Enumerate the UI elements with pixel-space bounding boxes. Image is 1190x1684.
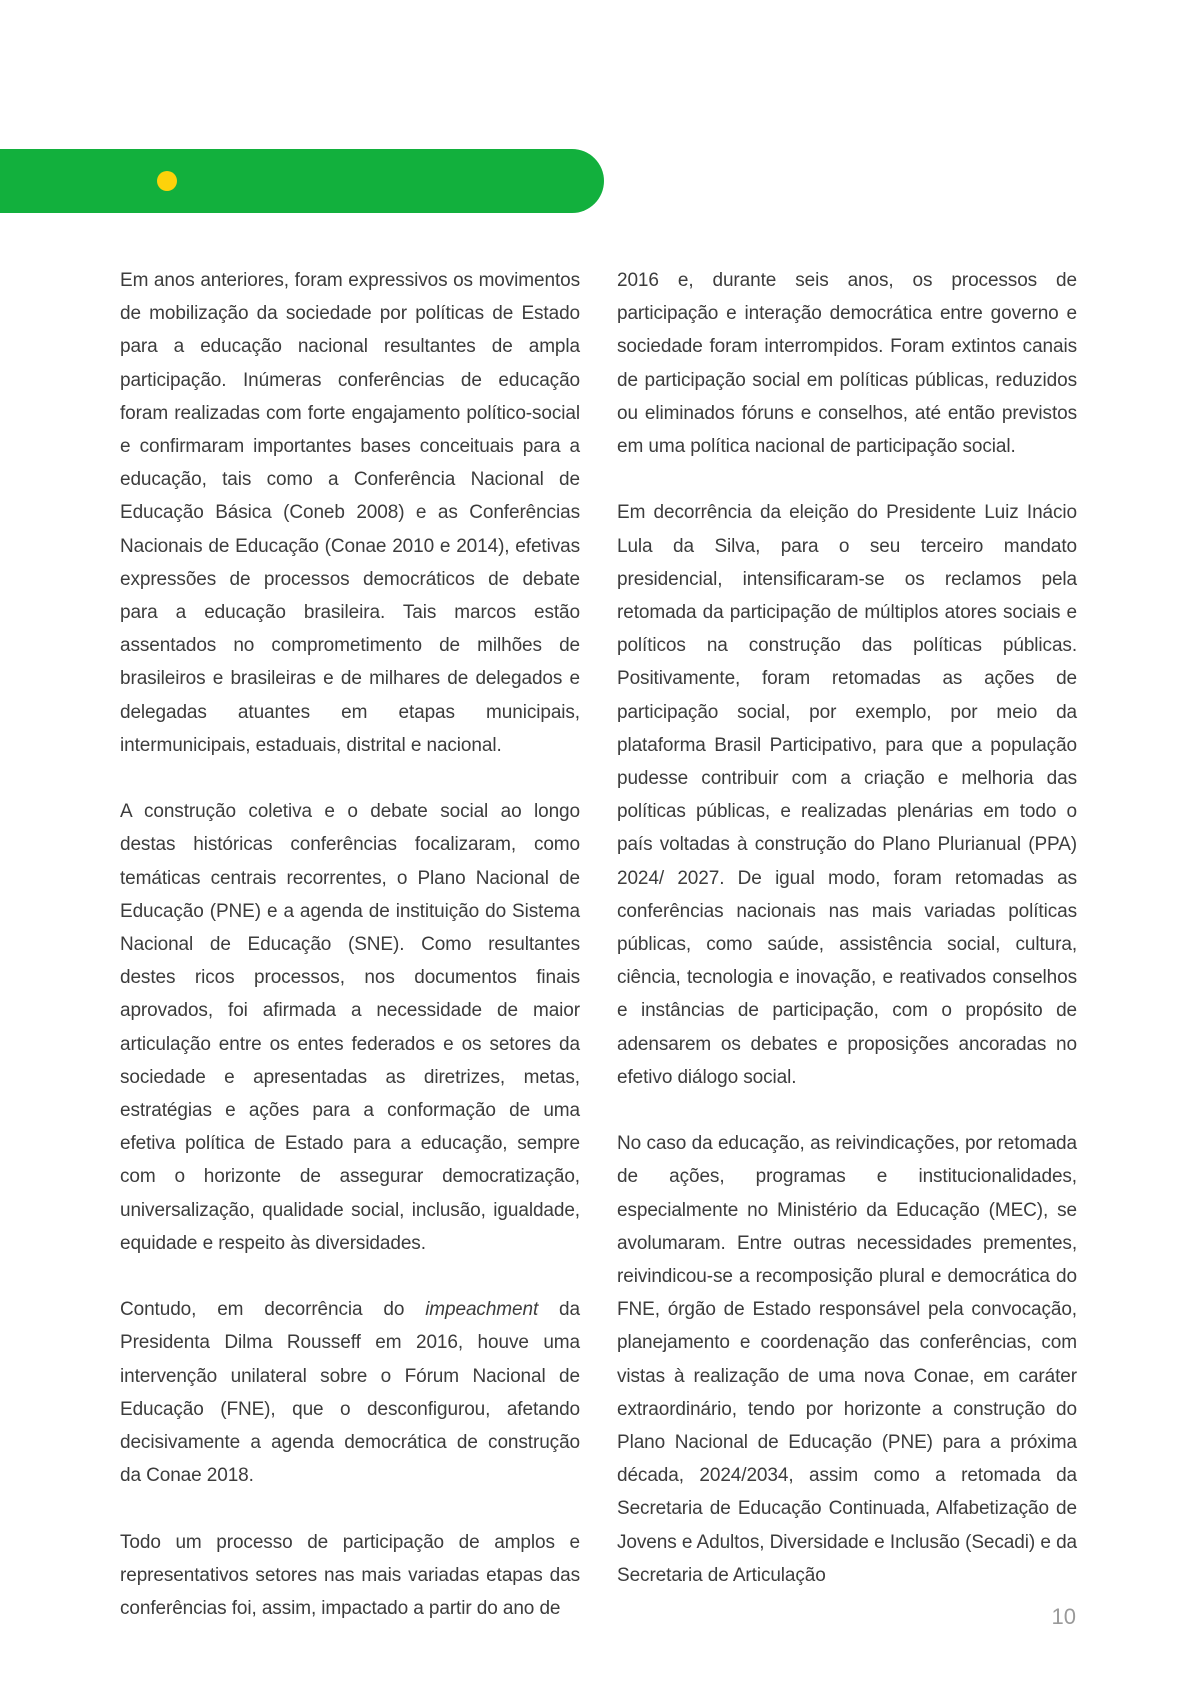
banner-bullet-dot — [157, 171, 177, 191]
left-paragraph-3 — [120, 1293, 580, 1492]
left-paragraph-4: Todo um processo de participação de amplos e representativos setores nas mais variadas etapas das conferências foi, assim, impactado a partir do ano de — [120, 1531, 580, 1620]
impeachment-term: impeachment — [425, 1299, 539, 1321]
right-paragraph-1: 2016 e, durante seis anos, os processos de participação e interação democrática entre governo e sociedade foram interrompidos. Foram extintos canais de participação social em políticas públicas, reduzidos ou eliminados fóruns e conselhos, até então previstos em uma política nacional de participação social. — [617, 270, 1077, 458]
right-paragraph-3: No caso da educação, as reivindicações, por retomada de ações, programas e institucionalidades, especialmente no Ministério da Educação (MEC), se avolumaram. Entre outras necessidades prementes, reivindicou-se a recomposição plural e democrática do FNE, órgão de Estado responsável pela convocação, planejamento e coordenação das conferências, com vistas à realização de uma nova Conae, em caráter extraordinário, tendo por horizonte a construção do Plano Nacional de Educação (PNE) para a próxima década, 2024/2034, assim como a retomada da Secretaria de Educação Continuada, Alfabetização de Jovens e Adultos, Diversidade e Inclusão (Secadi) e da Secretaria de Articulação — [617, 1133, 1077, 1586]
left-paragraph-3-start: Contudo, em decorrência do — [120, 1299, 426, 1321]
left-text-column — [120, 264, 580, 1625]
page-number: 10 — [1051, 1604, 1076, 1629]
left-paragraph-2: A construção coletiva e o debate social ao longo destas históricas conferências focalizaram, como temáticas centrais recorrentes, o Plano Nacional de Educação (PNE) e a agenda de instituição do Sistema Nacional de Educação (SNE). Como resultantes destes ricos processos, nos documentos finais aprovados, foi afirmada a necessidade de maior articulação entre os entes federados e os setores da sociedade e apresentadas as diretrizes, metas, estratégias e ações para a conformação de uma efetiva política de Estado para a educação, sempre com o horizonte de assegurar democratização, universalização, qualidade social, inclusão, igualdade, equidade e respeito às diversidades. — [120, 801, 580, 1254]
section-header-banner — [0, 149, 604, 213]
left-paragraph-3-end: da Presidenta Dilma Rousseff em 2016, houve uma intervenção unilateral sobre o Fórum Nacional de Educação (FNE), que o desconfigurou, afetando decisivamente a agenda democrática de construção da Conae 2018. — [120, 1299, 580, 1487]
right-paragraph-2: Em decorrência da eleição do Presidente Luiz Inácio Lula da Silva, para o seu terceiro mandato presidencial, intensificaram-se os reclamos pela retomada da participação de múltiplos atores sociais e políticos na construção das políticas públicas. Positivamente, foram retomadas as ações de participação social, por exemplo, por meio da plataforma Brasil Participativo, para que a população pudesse contribuir com a criação e melhoria das políticas públicas, e realizadas plenárias em todo o país voltadas à construção do Plano Plurianual (PPA) 2024/ 2027. De igual modo, foram retomadas as conferências nacionais nas mais variadas políticas públicas, como saúde, assistência social, cultura, ciência, tecnologia e inovação, e reativados conselhos e instâncias de participação, com o propósito de adensarem os debates e proposições ancoradas no efetivo diálogo social. — [617, 502, 1077, 1088]
right-text-column — [617, 264, 1077, 1592]
left-paragraph-1: Em anos anteriores, foram expressivos os movimentos de mobilização da sociedade por políticas de Estado para a educação nacional resultantes de ampla participação. Inúmeras conferências de educação foram realizadas com forte engajamento político-social e confirmaram importantes bases conceituais para a educação, tais como a Conferência Nacional de Educação Básica (Coneb 2008) e as Conferências Nacionais de Educação (Conae 2010 e 2014), efetivas expressões de processos democráticos de debate para a educação brasileira. Tais marcos estão assentados no comprometimento de milhões de brasileiros e brasileiras e de milhares de delegados e delegadas atuantes em etapas municipais, intermunicipais, estaduais, distrital e nacional. — [120, 270, 580, 756]
